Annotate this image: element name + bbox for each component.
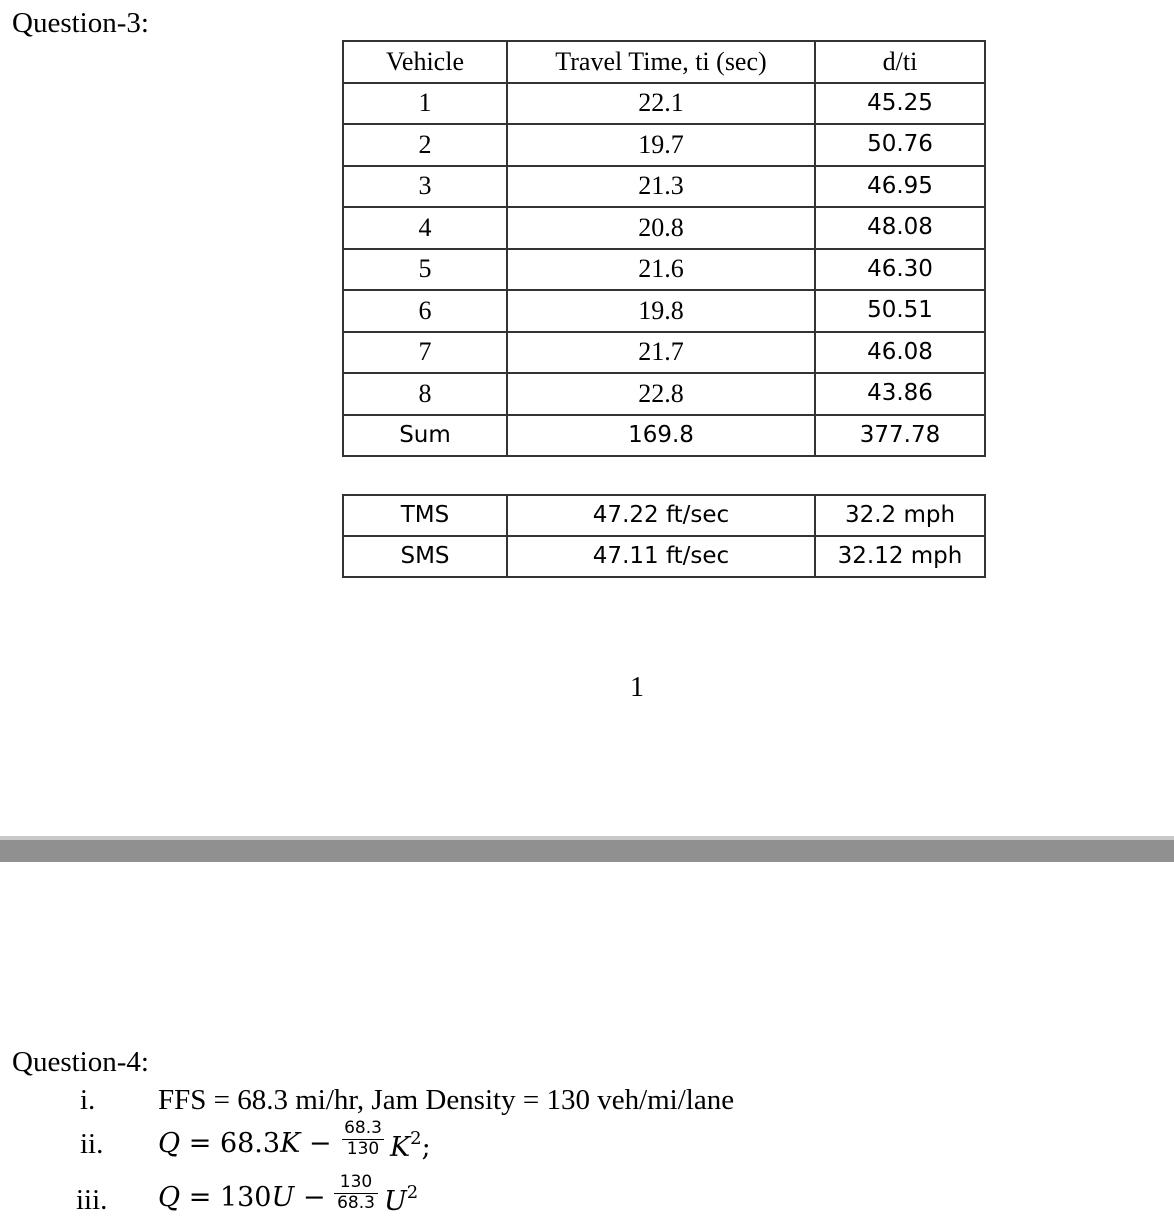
item-number: ii. [80,1128,104,1160]
cell-travel-time: 22.8 [507,373,815,415]
equation-q-k [158,1130,331,1157]
fraction-numerator: 68.3 [344,1118,382,1138]
travel-time-table [342,40,986,457]
cell-d-ti: 46.30 [815,249,985,291]
eq-tail-var: K [390,1132,411,1163]
cell-speed-label: SMS [343,536,507,577]
cell-sum-d-ti: 377.78 [815,415,985,457]
cell-d-ti: 50.76 [815,124,985,166]
cell-d-ti: 50.51 [815,290,985,332]
cell-speed-label: TMS [343,495,507,536]
table-row [343,83,985,125]
eq-exponent: 2 [406,1182,419,1203]
table-row [343,332,985,374]
equation-tail [390,1130,431,1161]
cell-speed-ftsec: 47.11 ft/sec [507,536,815,577]
cell-travel-time: 21.6 [507,249,815,291]
table-row [343,373,985,415]
eq-exponent: 2 [410,1128,422,1149]
cell-vehicle: 4 [343,207,507,249]
eq-var: U [271,1182,295,1213]
table-row [343,536,985,577]
table-row [343,290,985,332]
cell-speed-mph: 32.12 mph [815,536,985,577]
fraction-denominator: 130 [346,1139,380,1159]
cell-d-ti: 46.08 [815,332,985,374]
cell-speed-ftsec: 47.22 ft/sec [507,495,815,536]
header-travel-time: Travel Time, ti (sec) [507,41,815,83]
item-number: i. [80,1084,96,1116]
cell-vehicle: 8 [343,373,507,415]
cell-vehicle: 1 [343,83,507,125]
fraction-denominator: 68.3 [337,1193,375,1213]
eq-lhs: Q [158,1128,181,1159]
cell-vehicle: 3 [343,166,507,208]
page-number: 1 [630,672,644,703]
cell-vehicle: 5 [343,249,507,291]
cell-travel-time: 22.1 [507,83,815,125]
cell-vehicle: 6 [343,290,507,332]
fraction-numerator: 130 [339,1172,373,1192]
equation-q-u [158,1184,325,1211]
page-separator [0,836,1174,862]
eq-minus: − [302,1182,326,1213]
eq-tail-var: U [384,1186,407,1217]
eq-semicolon: ; [421,1132,431,1163]
item-text-ffs: FFS = 68.3 mi/hr, Jam Density = 130 veh/mi/lane [158,1084,735,1116]
table-row [343,124,985,166]
eq-coef: = 68.3 [188,1128,281,1159]
cell-vehicle: 7 [343,332,507,374]
cell-travel-time: 20.8 [507,207,815,249]
header-d-ti: d/ti [815,41,985,83]
cell-d-ti: 45.25 [815,83,985,125]
question-3-title: Question-3: [12,7,149,39]
cell-travel-time: 21.3 [507,166,815,208]
cell-vehicle: 2 [343,124,507,166]
cell-speed-mph: 32.2 mph [815,495,985,536]
eq-var: K [280,1128,301,1159]
eq-lhs: Q [158,1182,181,1213]
table-header-row [343,41,985,83]
eq-minus: − [308,1128,332,1159]
cell-d-ti: 43.86 [815,373,985,415]
cell-travel-time: 19.8 [507,290,815,332]
eq-coef: = 130 [188,1182,272,1213]
sum-row [343,415,985,457]
item-number: iii. [76,1184,108,1216]
header-vehicle: Vehicle [343,41,507,83]
table-row [343,249,985,291]
cell-travel-time: 21.7 [507,332,815,374]
cell-d-ti: 48.08 [815,207,985,249]
mean-speed-table [342,494,986,578]
cell-travel-time: 19.7 [507,124,815,166]
cell-sum-travel-time: 169.8 [507,415,815,457]
table-row [343,166,985,208]
equation-tail [384,1184,418,1215]
cell-d-ti: 46.95 [815,166,985,208]
fraction-130-over-68-3 [334,1174,378,1212]
cell-sum-label: Sum [343,415,507,457]
fraction-68-3-over-130 [342,1120,384,1158]
table-row [343,495,985,536]
table-row [343,207,985,249]
question-4-title: Question-4: [12,1046,149,1078]
